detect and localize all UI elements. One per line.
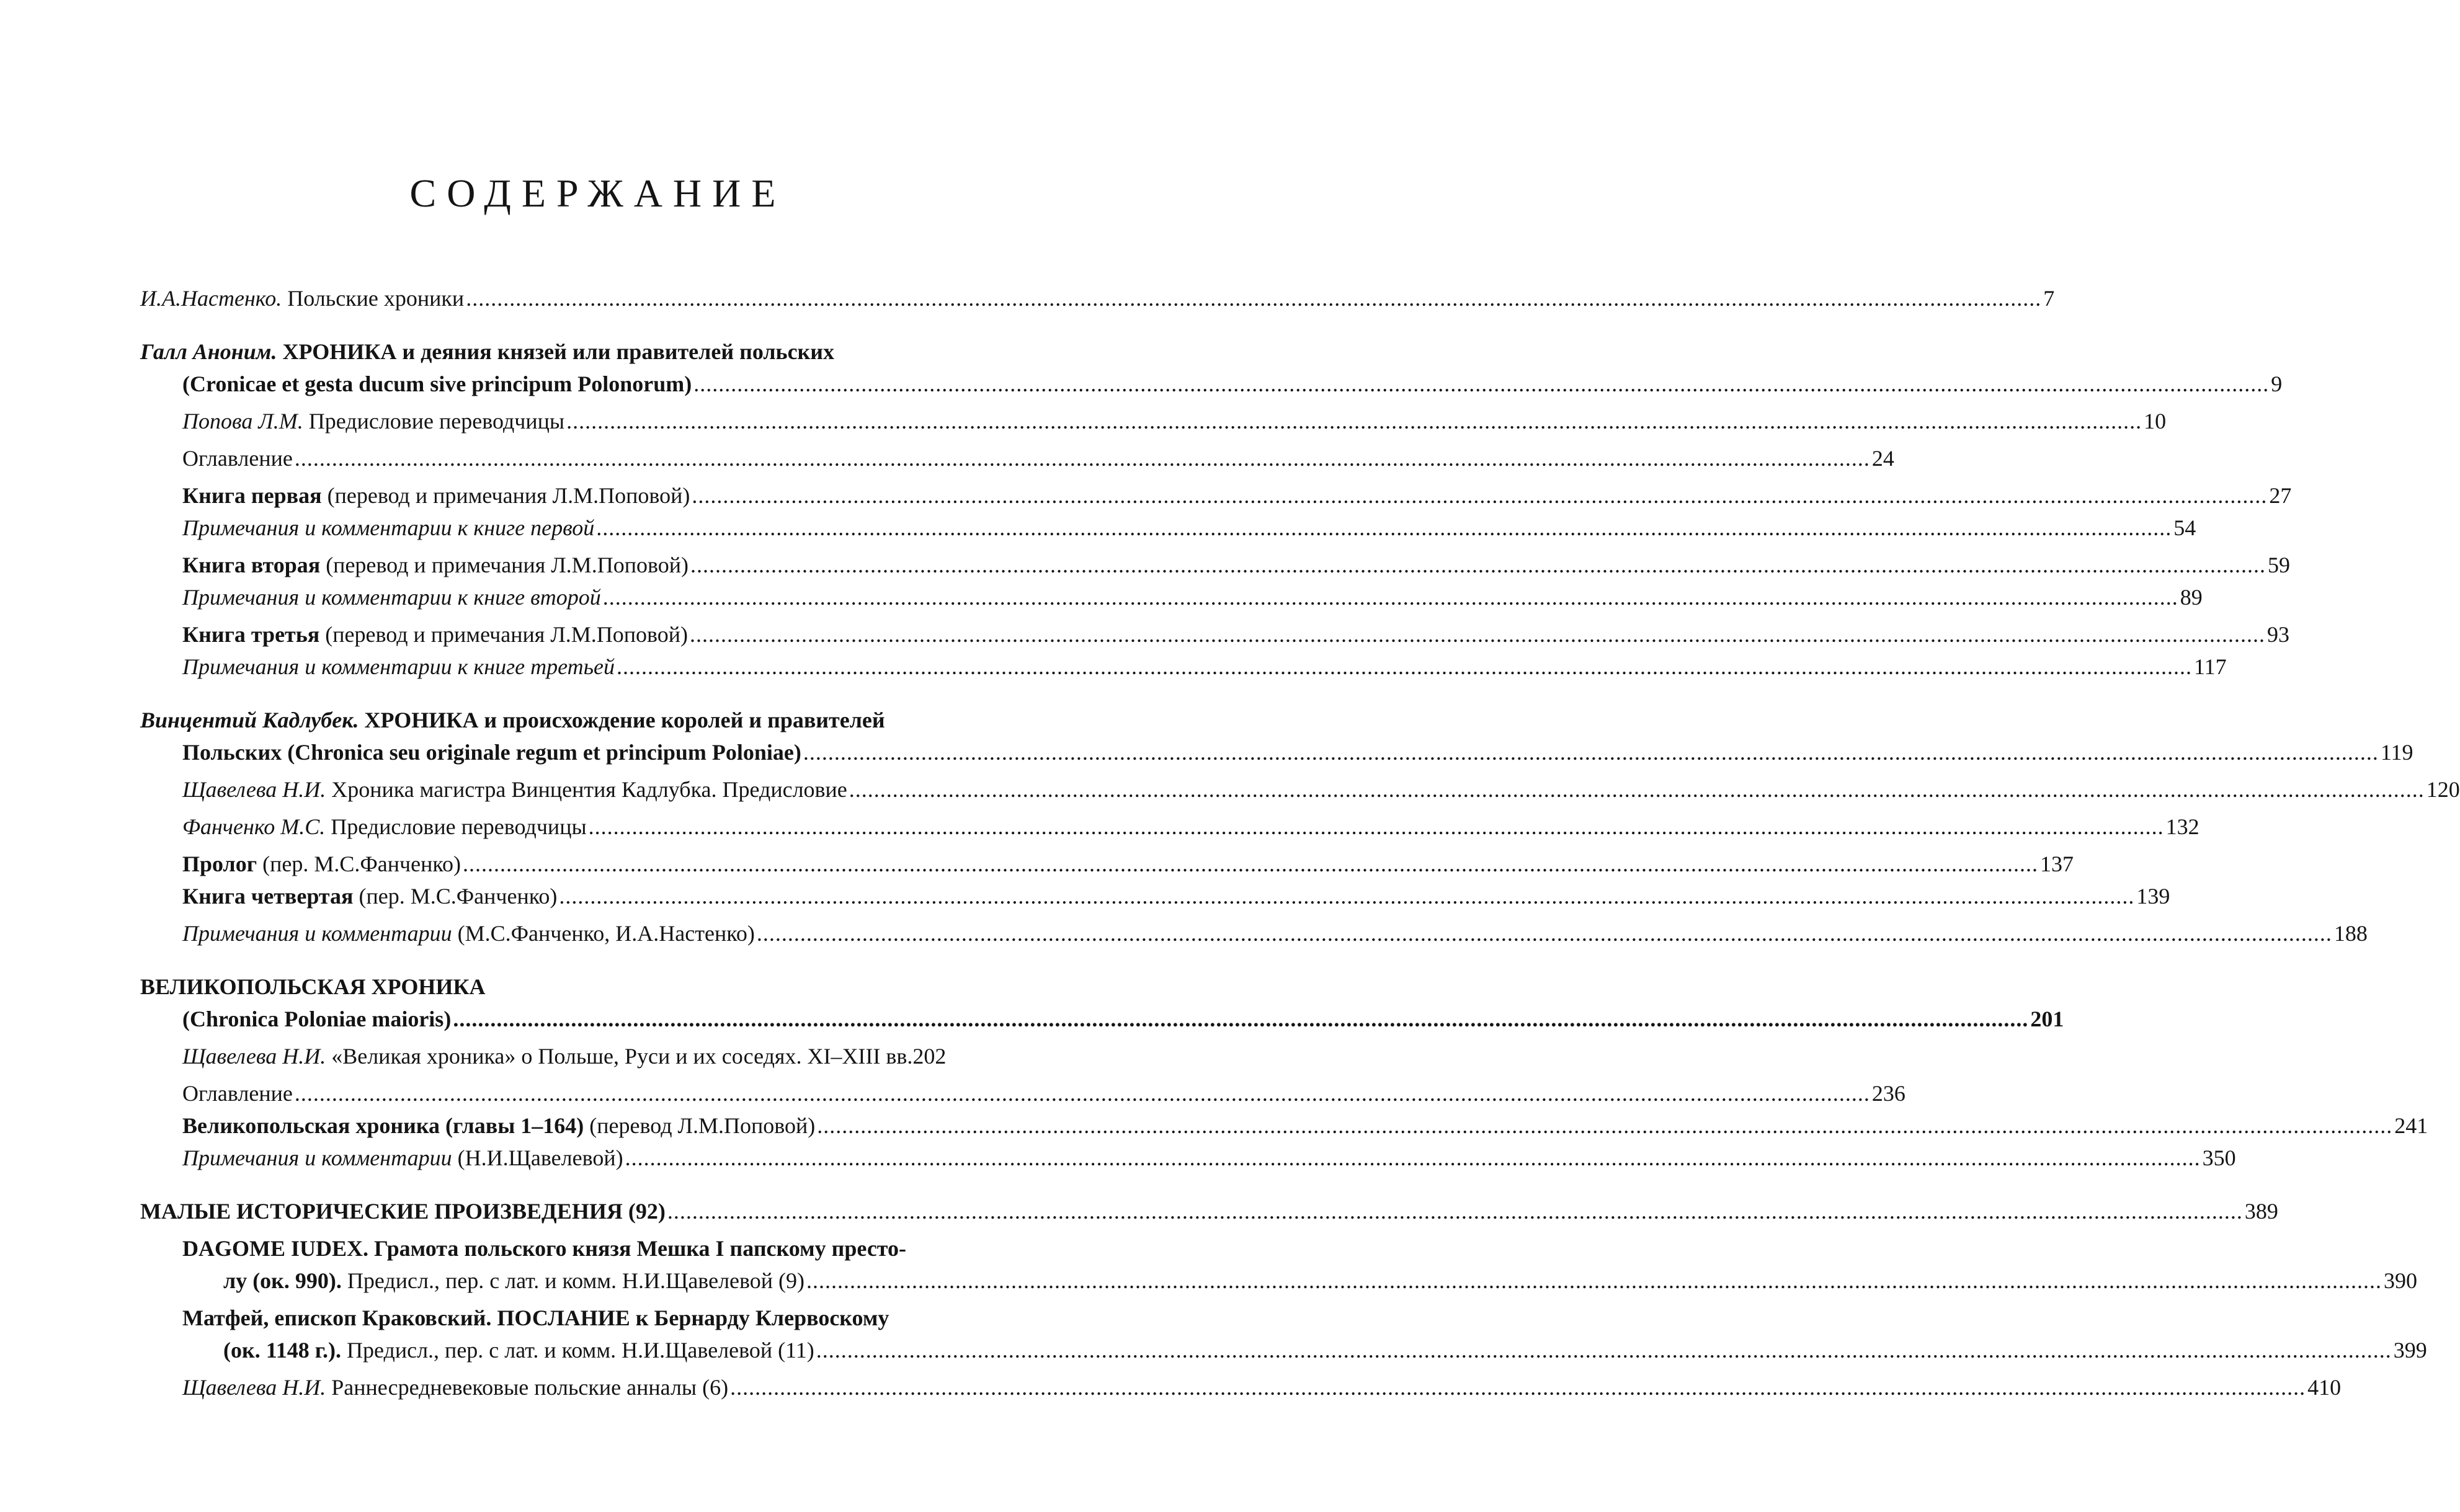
page-number: 350 xyxy=(2202,1145,2236,1170)
dot-leader: .............................................................................................................................................................................................................................................................. xyxy=(294,446,1870,471)
table-of-contents xyxy=(140,282,2460,1403)
page-number: 188 xyxy=(2333,921,2368,946)
entry-note: (пер. М.С.Фанченко) xyxy=(353,884,558,909)
dot-leader: .............................................................................................................................................................................................................................................................. xyxy=(453,1007,2029,1031)
entry-title: Пролог xyxy=(182,852,257,876)
entry-title: Предисловие переводчицы xyxy=(303,409,565,434)
entry-title: «Великая хроника» о Польше, Руси и их соседях. XI–XIII вв. xyxy=(326,1044,913,1069)
dot-leader: .............................................................................................................................................................................................................................................................. xyxy=(667,1199,2243,1224)
entry-note: (пер. М.С.Фанченко) xyxy=(257,852,461,876)
page-number: 139 xyxy=(2136,884,2170,909)
page-number: 137 xyxy=(2040,852,2074,876)
entry-title: Примечания и комментарии xyxy=(182,1145,452,1170)
page-number: 27 xyxy=(2269,483,2292,508)
dot-leader: .............................................................................................................................................................................................................................................................. xyxy=(849,777,2425,802)
toc-entry[interactable] xyxy=(140,618,2290,651)
entry-title: Примечания и комментарии xyxy=(182,921,452,946)
dot-leader: .............................................................................................................................................................................................................................................................. xyxy=(602,585,2178,610)
dot-leader: .............................................................................................................................................................................................................................................................. xyxy=(806,1268,2382,1293)
page-number: 132 xyxy=(2165,814,2199,839)
dot-leader: .............................................................................................................................................................................................................................................................. xyxy=(559,884,2135,909)
entry-title: Польских (Chronica seu originale regum et principum Poloniae) xyxy=(182,740,801,765)
entry-title: лу (ок. 990). xyxy=(223,1268,342,1293)
dot-leader: .............................................................................................................................................................................................................................................................. xyxy=(692,483,2268,508)
page-number: 399 xyxy=(2393,1338,2427,1363)
entry-title: Великопольская хроника (главы 1–164) xyxy=(182,1113,584,1138)
section-wielkopolska xyxy=(140,971,2428,1174)
entry-author: Попова Л.М. xyxy=(182,409,303,434)
toc-entry-wielkopolska[interactable] xyxy=(140,1003,2064,1035)
entry-author: Щавелева Н.И. xyxy=(182,1375,326,1400)
entry-title: Примечания и комментарии к книге второй xyxy=(182,585,601,610)
toc-entry[interactable] xyxy=(140,405,2167,437)
entry-author: Щавелева Н.И. xyxy=(182,1044,326,1069)
dot-leader: .............................................................................................................................................................................................................................................................. xyxy=(803,740,2379,765)
dot-leader: .............................................................................................................................................................................................................................................................. xyxy=(693,371,2270,396)
toc-entry[interactable] xyxy=(140,1040,1025,1072)
page-number: 24 xyxy=(1871,446,1894,471)
entry-author: Галл Аноним. xyxy=(140,339,277,364)
page-number: 117 xyxy=(2194,654,2227,679)
page-number: 119 xyxy=(2380,740,2413,765)
dot-leader: .............................................................................................................................................................................................................................................................. xyxy=(588,814,2164,839)
dot-leader: .............................................................................................................................................................................................................................................................. xyxy=(294,1081,1870,1106)
entry-author: Винцентий Кадлубек. xyxy=(140,708,359,732)
toc-entry[interactable] xyxy=(140,880,2170,912)
page-number: 241 xyxy=(2394,1113,2428,1138)
toc-entry[interactable] xyxy=(140,1334,2427,1366)
page-number: 120 xyxy=(2426,777,2460,802)
dot-leader: .............................................................................................................................................................................................................................................................. xyxy=(756,921,2332,946)
entry-note: (перевод и примечания Л.М.Поповой) xyxy=(319,622,689,647)
page-number: 9 xyxy=(2271,371,2283,396)
entry-title: DAGOME IUDEX. Грамота польского князя Мешка I папскому престо- xyxy=(182,1236,906,1261)
toc-entry[interactable] xyxy=(140,581,2203,613)
entry-author: И.А.Настенко. xyxy=(140,286,282,311)
page-number: 7 xyxy=(2043,286,2055,311)
section-heading xyxy=(140,336,1025,368)
entry-title: Матфей, епископ Краковский. ПОСЛАНИЕ к Бернарду Клервоскому xyxy=(182,1305,889,1330)
entry-title: Предисловие переводчицы xyxy=(325,814,587,839)
dot-leader: .............................................................................................................................................................................................................................................................. xyxy=(617,654,2192,679)
section-kadlubek xyxy=(140,704,2460,949)
dot-leader: .............................................................................................................................................................................................................................................................. xyxy=(817,1113,2393,1138)
dot-leader: .............................................................................................................................................................................................................................................................. xyxy=(566,409,2142,434)
entry-note: (Н.И.Щавелевой) xyxy=(452,1145,623,1170)
toc-entry-kadlubek[interactable] xyxy=(140,736,2413,768)
page-number: 410 xyxy=(2307,1375,2342,1400)
section-heading: ВЕЛИКОПОЛЬСКАЯ ХРОНИКА xyxy=(140,974,486,999)
toc-entry[interactable] xyxy=(140,512,2196,544)
toc-entry[interactable] xyxy=(140,848,2074,880)
entry-note: Предисл., пер. с лат. и комм. Н.И.Щавелевой (11) xyxy=(341,1338,814,1363)
page-number: 390 xyxy=(2384,1268,2418,1293)
dot-leader: .............................................................................................................................................................................................................................................................. xyxy=(625,1145,2201,1170)
page-number: 54 xyxy=(2173,515,2196,540)
toc-entry[interactable] xyxy=(140,917,2368,949)
entry-note: Предисл., пер. с лат. и комм. Н.И.Щавелевой (9) xyxy=(341,1268,805,1293)
dot-leader: .............................................................................................................................................................................................................................................................. xyxy=(690,622,2266,647)
entry-note: (перевод Л.М.Поповой) xyxy=(584,1113,816,1138)
section-gall xyxy=(140,336,2292,683)
entry-title: (Cronicae et gesta ducum sive principum Polonorum) xyxy=(182,371,692,396)
page-title: СОДЕРЖАНИЕ xyxy=(409,171,787,215)
entry-title: Книга первая xyxy=(182,483,322,508)
toc-entry[interactable] xyxy=(140,1371,2342,1403)
page-number: 389 xyxy=(2244,1199,2278,1224)
page-number: 236 xyxy=(1871,1081,1905,1106)
page-number: 93 xyxy=(2267,622,2290,647)
entry-title: Раннесредневековые польские анналы (6) xyxy=(326,1375,729,1400)
entry-title: Хроника магистра Винцентия Кадлубка. Предисловие xyxy=(326,777,847,802)
dot-leader: .............................................................................................................................................................................................................................................................. xyxy=(816,1338,2392,1363)
entry-title: МАЛЫЕ ИСТОРИЧЕСКИЕ ПРОИЗВЕДЕНИЯ (92) xyxy=(140,1199,666,1224)
page-number: 201 xyxy=(2030,1007,2064,1031)
toc-entry-small-works[interactable] xyxy=(140,1195,2278,1227)
toc-entry-intro[interactable] xyxy=(140,282,2055,314)
entry-note: (перевод и примечания Л.М.Поповой) xyxy=(320,553,689,577)
page-number: 89 xyxy=(2180,585,2203,610)
dot-leader: .............................................................................................................................................................................................................................................................. xyxy=(463,852,2039,876)
entry-title: Примечания и комментарии к книге первой xyxy=(182,515,595,540)
toc-entry[interactable] xyxy=(140,1265,2418,1297)
toc-entry-gall[interactable] xyxy=(140,368,2283,400)
entry-note: (М.С.Фанченко, И.А.Настенко) xyxy=(452,921,755,946)
section-small-works xyxy=(140,1195,2427,1403)
toc-entry[interactable] xyxy=(140,651,2227,683)
entry-title: Книга четвертая xyxy=(182,884,354,909)
entry-title: Польские хроники xyxy=(282,286,465,311)
toc-entry[interactable] xyxy=(140,1077,1905,1110)
entry-title: (Chronica Poloniae maioris) xyxy=(182,1007,452,1031)
toc-entry[interactable] xyxy=(140,773,2460,806)
page-number: 59 xyxy=(2267,553,2290,577)
dot-leader: .............................................................................................................................................................................................................................................................. xyxy=(690,553,2266,577)
toc-entry[interactable] xyxy=(140,442,1894,474)
dot-leader: .............................................................................................................................................................................................................................................................. xyxy=(730,1375,2306,1400)
dot-leader: .............................................................................................................................................................................................................................................................. xyxy=(596,515,2172,540)
entry-title: Книга третья xyxy=(182,622,320,647)
toc-entry[interactable] xyxy=(140,479,2292,512)
entry-title: Книга вторая xyxy=(182,553,321,577)
entry-title: Оглавление xyxy=(182,446,293,471)
entry-title: ХРОНИКА и деяния князей или правителей польских xyxy=(277,339,835,364)
entry-author: Щавелева Н.И. xyxy=(182,777,326,802)
dot-leader: .............................................................................................................................................................................................................................................................. xyxy=(466,286,2042,311)
section-heading xyxy=(140,704,1025,736)
page-number: 10 xyxy=(2144,409,2167,434)
entry-title: (ок. 1148 г.). xyxy=(223,1338,342,1363)
entry-title: Оглавление xyxy=(182,1081,293,1106)
toc-entry[interactable] xyxy=(140,811,2199,843)
toc-entry[interactable] xyxy=(140,549,2290,581)
entry-note: (перевод и примечания Л.М.Поповой) xyxy=(321,483,690,508)
entry-title: ХРОНИКА и происхождение королей и правителей xyxy=(359,708,885,732)
page-number: 202 xyxy=(912,1044,947,1069)
toc-entry[interactable] xyxy=(140,1110,2428,1142)
entry-title: Примечания и комментарии к книге третьей xyxy=(182,654,615,679)
toc-entry[interactable] xyxy=(140,1142,2236,1174)
entry-author: Фанченко М.С. xyxy=(182,814,326,839)
